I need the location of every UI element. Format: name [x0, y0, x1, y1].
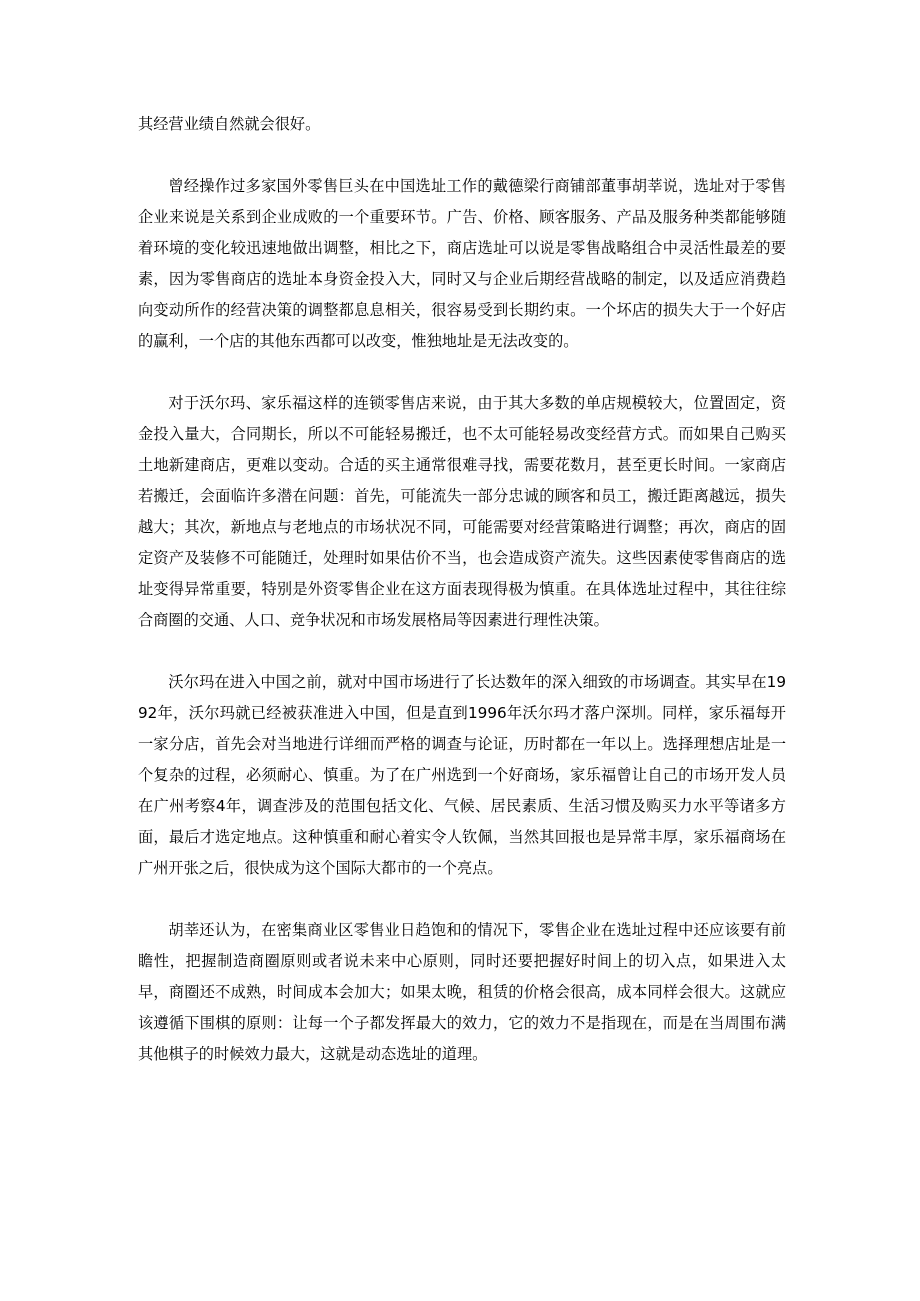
paragraph-site-selection-importance: 曾经操作过多家国外零售巨头在中国选址工作的戴德梁行商铺部董事胡莘说，选址对于零售企业来说是关系到企业成败的一个重要环节。广告、价格、顾客服务、产品及服务种类都能够随着环境的变化较迅速地做出调整，相比之下，商店选址可以说是零售战略组合中灵活性最差的要素，因为零售商店的选址本身资金投入大，同时又与企业后期经营战略的制定，以及适应消费趋向变动所作的经营决策的调整都息息相关，很容易受到长期约束。一个坏店的损失大于一个好店的赢利，一个店的其他东西都可以改变，惟独地址是无法改变的。 [138, 177, 786, 350]
document-body [138, 109, 786, 1070]
paragraph-forward-looking-site-selection: 胡莘还认为，在密集商业区零售业日趋饱和的情况下，零售企业在选址过程中还应该要有前瞻性，把握制造商圈原则或者说未来中心原则，同时还要把握好时间上的切入点，如果进入太早，商圈还不成熟，时间成本会加大；如果太晚，租赁的价格会很高，成本同样会很大。这就应该遵循下围棋的原则：让每一个子都发挥最大的效力，它的效力不是指现在，而是在当周围布满其他棋子的时候效力最大，这就是动态选址的道理。 [138, 921, 786, 1063]
paragraph-continuation: 其经营业绩自然就会很好。 [138, 115, 321, 133]
paragraph-chain-store-relocation: 对于沃尔玛、家乐福这样的连锁零售店来说，由于其大多数的单店规模较大，位置固定，资金投入量大，合同期长，所以不可能轻易搬迁，也不太可能轻易改变经营方式。而如果自己购买土地新建商店，更难以变动。合适的买主通常很难寻找，需要花数月，甚至更长时间。一家商店若搬迁，会面临许多潜在问题：首先，可能流失一部分忠诚的顾客和员工，搬迁距离越远，损失越大；其次，新地点与老地点的市场状况不同，可能需要对经营策略进行调整；再次，商店的固定资产及装修不可能随迁，处理时如果估价不当，也会造成资产流失。这些因素使零售商店的选址变得异常重要，特别是外资零售企业在这方面表现得极为慎重。在具体选址过程中，其往往综合商圈的交通、人口、竞争状况和市场发展格局等因素进行理性决策。 [138, 394, 786, 629]
paragraph-walmart-carrefour-research: 沃尔玛在进入中国之前，就对中国市场进行了长达数年的深入细致的市场调查。其实早在1992年，沃尔玛就已经被获准进入中国，但是直到1996年沃尔玛才落户深圳。同样，家乐福每开一家分店，首先会对当地进行详细而严格的调查与论证，历时都在一年以上。选择理想店址是一个复杂的过程，必须耐心、慎重。为了在广州选到一个好商场，家乐福曾让自己的市场开发人员在广州考察4年，调查涉及的范围包括文化、气候、居民素质、生活习惯及购买力水平等诸多方面，最后才选定地点。这种慎重和耐心着实令人钦佩，当然其回报也是异常丰厚，家乐福商场在广州开张之后，很快成为这个国际大都市的一个亮点。 [138, 673, 786, 877]
